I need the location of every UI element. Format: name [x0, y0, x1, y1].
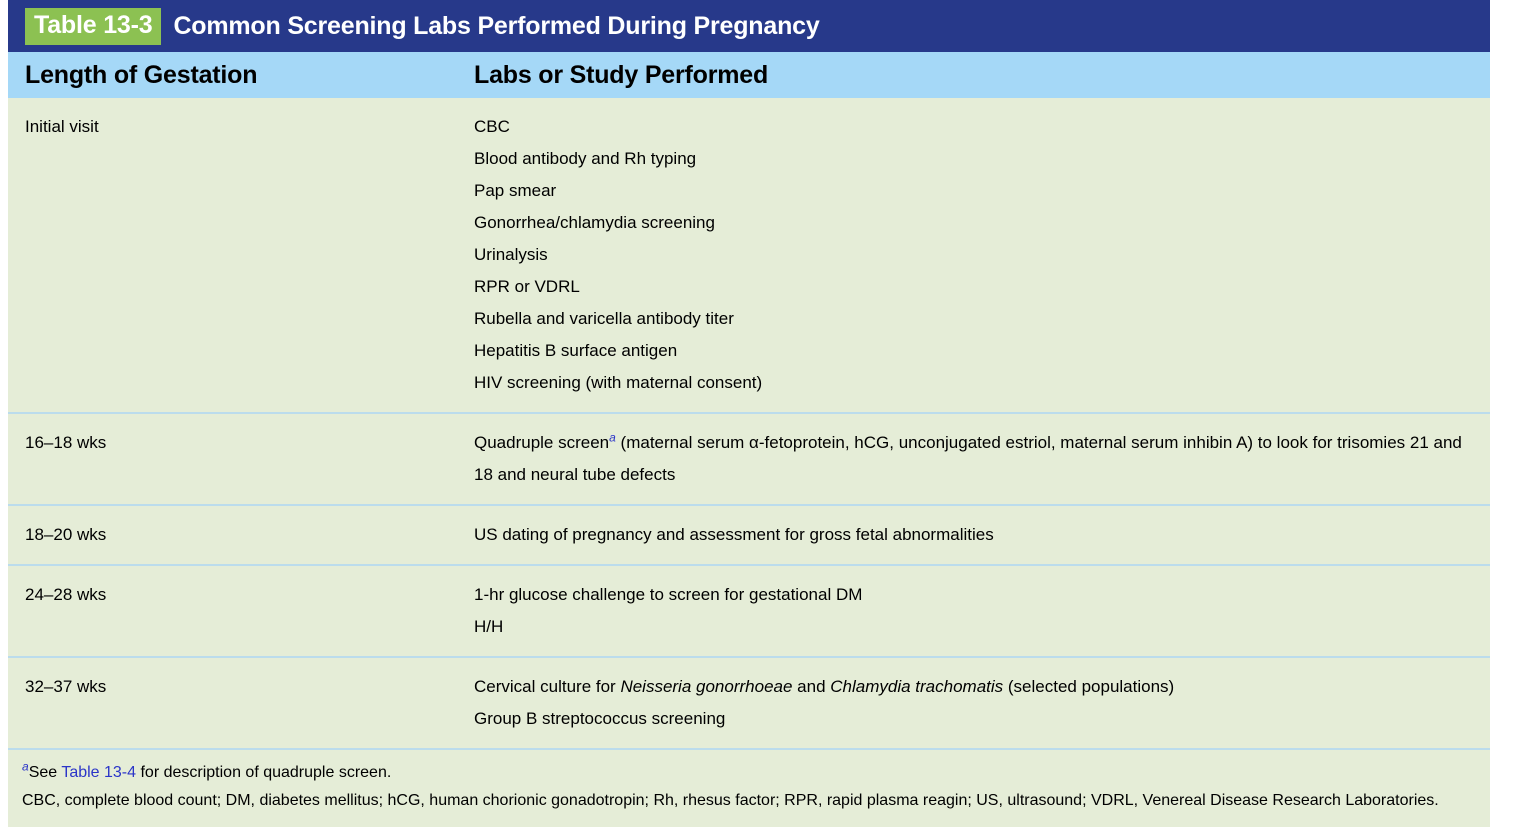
lab-item: RPR or VDRL	[474, 277, 580, 296]
cell-gestation: 16–18 wks	[25, 433, 107, 452]
quadruple-screen-text: Quadruple screen	[474, 433, 610, 452]
table-13-3	[8, 0, 1490, 827]
lab-item: 1-hr glucose challenge to screen for gestational DM	[474, 585, 863, 604]
table-number-badge	[25, 8, 161, 45]
lab-item: Rubella and varicella antibody titer	[474, 309, 734, 328]
lab-item: US dating of pregnancy and assessment for gross fetal abnormalities	[474, 525, 994, 544]
lab-item	[474, 671, 1476, 703]
footnote-a	[22, 760, 1476, 785]
table-13-4-link[interactable]: Table 13-4	[61, 764, 137, 781]
lab-item: CBC	[474, 117, 510, 136]
organism-name-chlamydia: Chlamydia trachomatis	[830, 677, 1004, 696]
quadruple-screen-detail: (maternal serum α-fetoprotein, hCG, unconjugated estriol, maternal serum inhibin A) to look for trisomies 21 and 18 and neural tube defects	[474, 433, 1462, 484]
lab-item: Hepatitis B surface antigen	[474, 341, 678, 360]
conjunction-and: and	[792, 677, 831, 696]
cell-gestation: Initial visit	[25, 117, 99, 136]
footnote-see-text: See	[28, 764, 62, 781]
column-header-gestation: Length of Gestation	[25, 60, 258, 89]
table-body	[8, 98, 1490, 748]
table-footnotes	[8, 748, 1490, 827]
lab-item: Gonorrhea/chlamydia screening	[474, 213, 715, 232]
cell-labs	[469, 566, 1490, 656]
footnote-see-rest: for description of quadruple screen.	[136, 764, 392, 781]
lab-item	[474, 427, 1476, 491]
table-row	[8, 506, 1490, 566]
table-row	[8, 658, 1490, 748]
lab-item: Pap smear	[474, 181, 557, 200]
cell-labs	[469, 98, 1490, 412]
cervical-culture-text: Cervical culture for	[474, 677, 621, 696]
cell-gestation: 18–20 wks	[25, 525, 107, 544]
lab-item: Urinalysis	[474, 245, 548, 264]
lab-item: Blood antibody and Rh typing	[474, 149, 697, 168]
column-header-labs: Labs or Study Performed	[474, 60, 769, 89]
cell-labs	[469, 506, 1490, 564]
cell-gestation: 24–28 wks	[25, 585, 107, 604]
table-title: Common Screening Labs Performed During Pregnancy	[173, 11, 820, 40]
organism-name-neisseria: Neisseria gonorrhoeae	[620, 677, 793, 696]
table-badge-number: 13-3	[103, 10, 153, 39]
selected-populations-note: (selected populations)	[1003, 677, 1175, 696]
table-row	[8, 414, 1490, 506]
table-badge-prefix: Table	[34, 10, 97, 39]
lab-item: H/H	[474, 617, 504, 636]
lab-item: HIV screening (with maternal consent)	[474, 373, 763, 392]
footnote-marker-a-ref: a	[22, 759, 29, 774]
footnote-marker-a[interactable]: a	[609, 430, 616, 445]
cell-labs	[469, 414, 1490, 504]
table-row	[8, 566, 1490, 658]
table-column-header-row	[8, 52, 1490, 98]
lab-item: Group B streptococcus screening	[474, 709, 726, 728]
cell-labs	[469, 658, 1490, 748]
table-row	[8, 98, 1490, 414]
footnote-abbreviations: CBC, complete blood count; DM, diabetes mellitus; hCG, human chorionic gonadotropin; Rh, rhesus factor; RPR, rapid plasma reagin; US, ultrasound; VDRL, Venereal Disease Research Laboratories.	[22, 792, 1439, 809]
table-title-bar	[8, 0, 1490, 52]
cell-gestation: 32–37 wks	[25, 677, 107, 696]
